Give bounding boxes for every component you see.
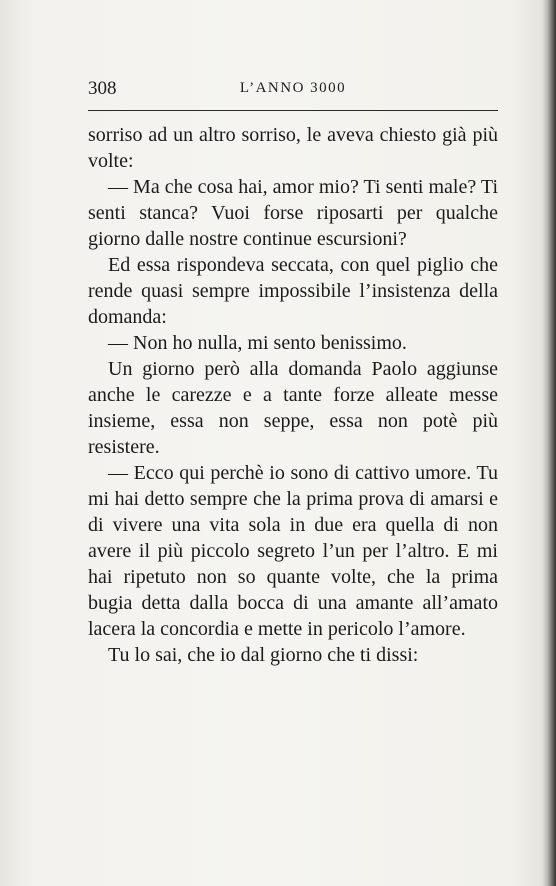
paragraph-7: Tu lo sai, che io dal giorno che ti dissi: — [108, 644, 419, 666]
paragraph-2: — Ma che cosa hai, amor mio? Ti senti male? Ti senti stanca? Vuoi forse riposarti per qualche giorno dalle nostre continue escursioni? — [88, 176, 498, 250]
header-rule — [88, 110, 498, 111]
running-title: L’ANNO 3000 — [239, 80, 347, 96]
body-text — [88, 122, 498, 668]
binding-shadow — [542, 0, 556, 886]
page-number: 308 — [88, 78, 117, 99]
page-header — [88, 78, 498, 102]
paragraph-6: — Ecco qui perchè io sono di cattivo umore. Tu mi hai detto sempre che la prima prova di amarsi e di vivere una vita sola in due era quella di non avere il più piccolo segreto l’un per l’altro. E mi hai ripetuto non so quante volte, che la prima bugia detta dalla bocca di una amante all’amato lacera la concordia e mette in pericolo l’amore. — [88, 462, 498, 640]
paragraph-5: Un giorno però alla domanda Paolo aggiunse anche le carezze e a tante forze alleate messe insieme, essa non seppe, essa non potè più resistere. — [88, 358, 498, 458]
paragraph-4: — Non ho nulla, mi sento benissimo. — [108, 332, 407, 354]
paragraph-1: sorriso ad un altro sorriso, le aveva chiesto già più volte: — [88, 124, 498, 172]
paragraph-3: Ed essa rispondeva seccata, con quel piglio che rende quasi sempre impossibile l’insistenza della domanda: — [88, 254, 498, 328]
